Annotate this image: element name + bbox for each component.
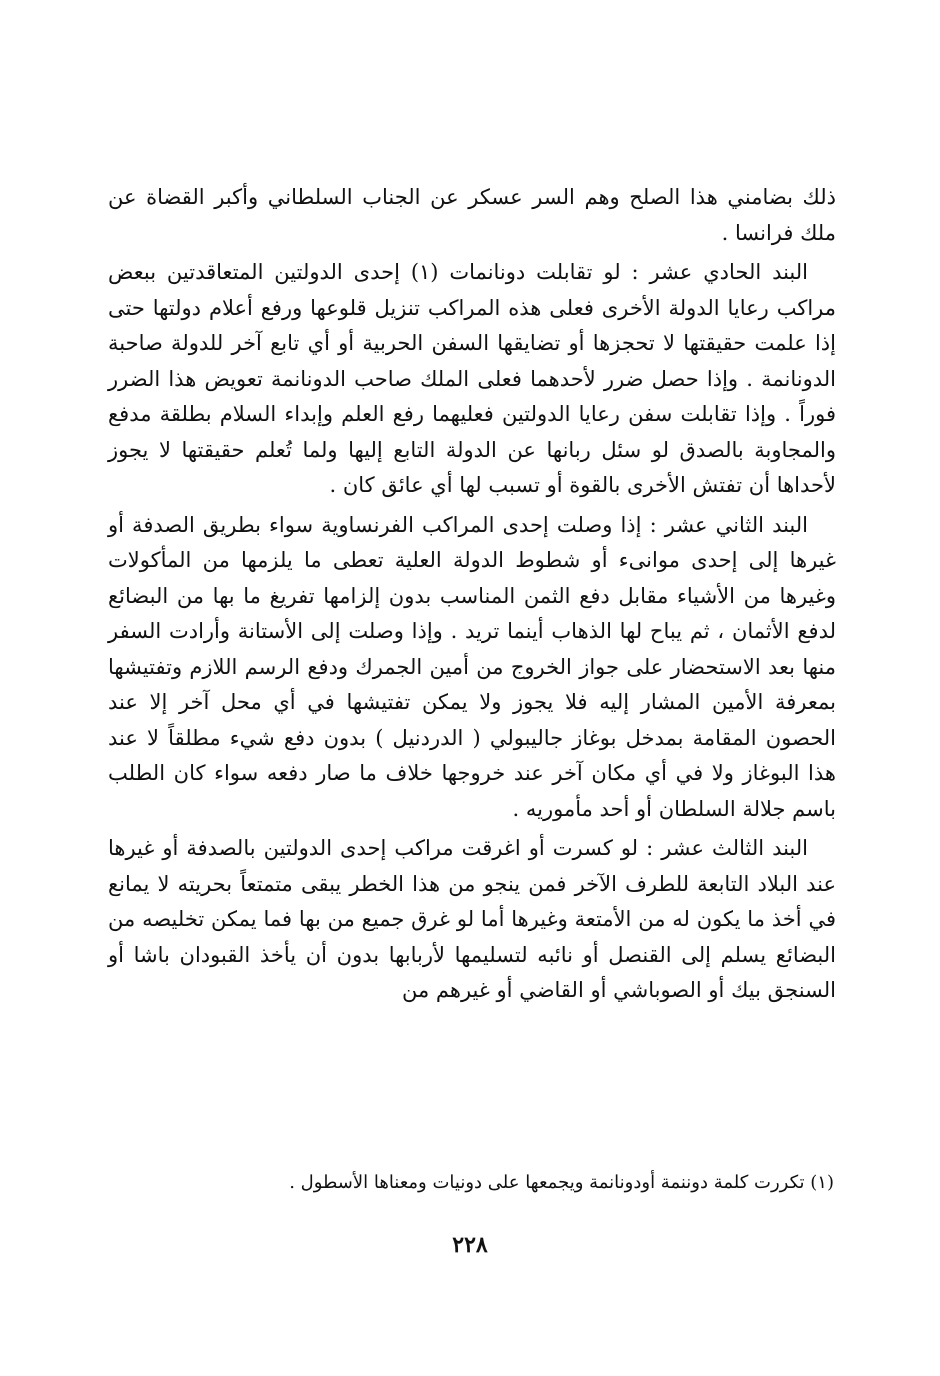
main-text-block [108, 180, 836, 1013]
paragraph-article-13: البند الثالث عشر : لو كسرت أو اغرقت مراكب إحدى الدولتين بالصدفة أو غيرها عند البلاد التابعة للطرف الآخر فمن ينجو من هذا الخطر يبقى متمتعاً بحريته لا يمانع في أخذ ما يكون له من الأمتعة وغيرها أما لو غرق جميع من بها فما يمكن تخليصه من البضائع يسلم إلى القنصل أو نائبه لتسليمها لأربابها بدون أن يأخذ القبودان باشا أو السنجق بيك أو الصوباشي أو القاضي أو غيرهم من [108, 836, 836, 1002]
paragraph-article-12: البند الثاني عشر : إذا وصلت إحدى المراكب الفرنساوية سواء بطريق الصدفة أو غيرها إلى إحدى موانىء أو شطوط الدولة العلية تعطى ما يلزمها من المأكولات وغيرها من الأشياء مقابل دفع الثمن المناسب بدون إلزامها تفريغ ما بها من البضائع لدفع الأثمان ، ثم يباح لها الذهاب أينما تريد . وإذا وصلت إلى الأستانة وأرادت السفر منها بعد الاستحضار على جواز الخروج من أمين الجمرك ودفع الرسم اللازم وتفتيشها بمعرفة الأمين المشار إليه فلا يجوز ولا يمكن تفتيشها في أي محل آخر إلا عند الحصون المقامة بمدخل بوغاز جاليبولي ( الدردنيل ) بدون دفع شيء مطلقاً لا عند هذا البوغاز ولا في أي مكان آخر عند خروجها خلاف ما صار دفعه سواء كان الطلب باسم جلالة السلطان أو أحد مأموريه . [108, 512, 836, 821]
paragraph-article-11: البند الحادي عشر : لو تقابلت دونانمات (١) إحدى الدولتين المتعاقدتين ببعض مراكب رعايا الدولة الأخرى فعلى هذه المراكب تنزيل قلوعها ورفع أعلام دولتها حتى إذا علمت حقيقتها لا تحجزها أو تضايقها السفن الحربية أو أي تابع آخر للدولة صاحبة الدونانمة . وإذا حصل ضرر لأحدهما فعلى الملك صاحب الدونانمة تعويض هذا الضرر فوراً . وإذا تقابلت سفن رعايا الدولتين فعليهما رفع العلم وإبداء السلام بطلقة مدفع والمجاوبة بالصدق لو سئل ربانها عن الدولة التابع إليها ولما تُعلم حقيقتها لا يجوز لأحداها أن تفتش الأخرى بالقوة أو تسبب لها أي عائق كان . [108, 260, 836, 497]
paragraph-continuation: ذلك بضامني هذا الصلح وهم السر عسكر عن الجناب السلطاني وأكبر القضاة عن ملك فرانسا . [108, 185, 836, 245]
footnote: (١) تكررت كلمة دوننمة أودونانمة ويجمعها على دونيات ومعناها الأسطول . [289, 1172, 834, 1193]
page-number: ٢٢٨ [452, 1232, 488, 1258]
